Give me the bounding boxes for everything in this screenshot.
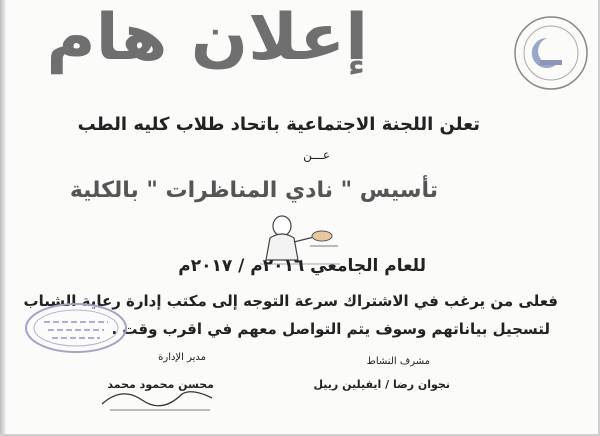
academic-year: للعام الجامعي ٢٠١٦م / ٢٠١٧م: [178, 256, 426, 276]
announcement-title: إعلان هام: [45, 1, 368, 75]
announcement-about: عـــن: [303, 148, 330, 162]
activity-supervisor-names: نجوان رضا / ايفيلين رييل: [313, 378, 450, 391]
university-logo-icon: [512, 14, 590, 92]
instruction-line-1: فعلى من يرغب في الاشتراك سرعة التوجه إلى مكتب إدارة رعاية الشباب: [23, 292, 558, 310]
activity-supervisor-label: مشرف النشاط: [366, 356, 430, 367]
announcement-headline: تأسيس " نادي المناظرات " بالكلية: [69, 178, 438, 203]
announcement-intro: تعلن اللجنة الاجتماعية باتحاد طلاب كليه الطب: [77, 114, 480, 135]
instruction-line-2: لتسجيل بياناتهم وسوف يتم التواصل معهم في اقرب وقت .: [111, 320, 550, 338]
official-stamp-icon: [22, 300, 130, 356]
admin-director-label: مدير الإدارة: [158, 352, 206, 363]
signature-scribble-icon: [92, 374, 222, 414]
admin-director-name: محسن محمود محمد: [107, 378, 214, 391]
